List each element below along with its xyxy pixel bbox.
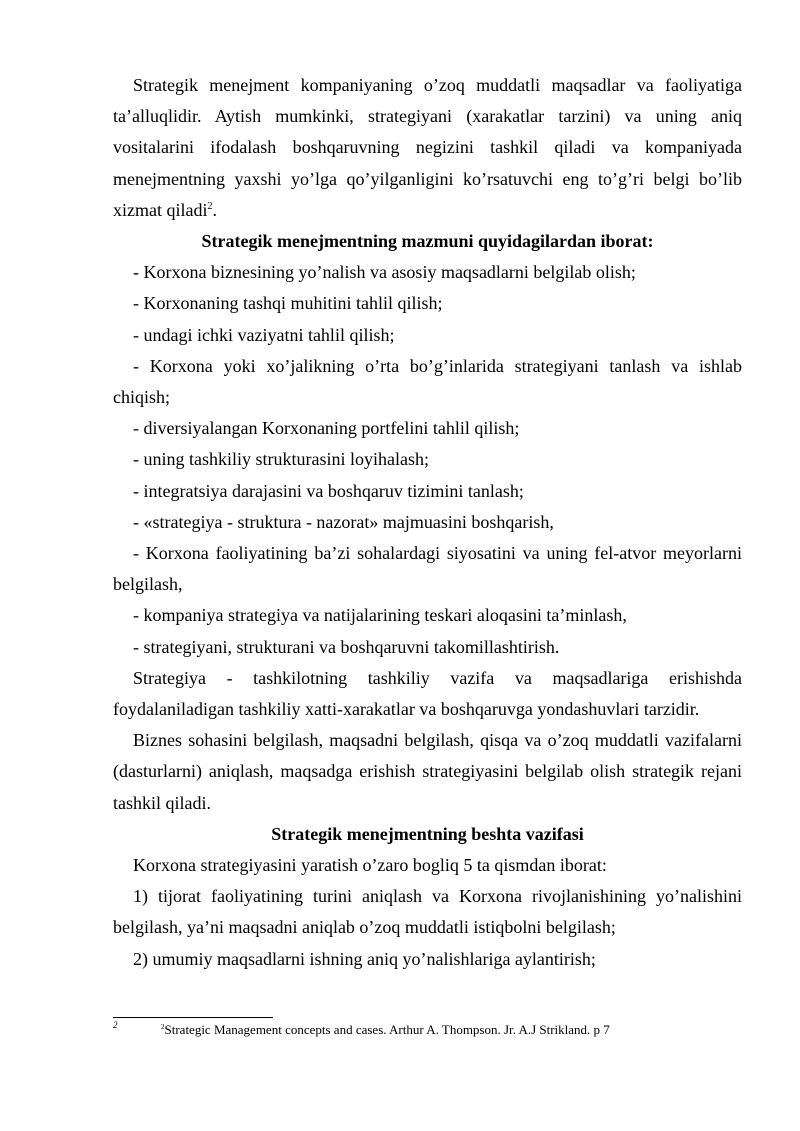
footnote-marker: 2: [161, 1023, 165, 1031]
footnote-reference[interactable]: 2: [207, 200, 213, 212]
list-item: - uning tashkiliy strukturasini loyihalash;: [133, 449, 429, 470]
list-item: - undagi ichki vaziyatni tahlil qilish;: [133, 324, 395, 345]
list-item: 1) tijorat faoliyatining turini aniqlash va Korxona rivojlanishining yo’nalishini belgilash, ya’ni maqsadni aniqlab o’zoq muddatli istiqbolni belgilash;: [113, 886, 742, 938]
list-item: - Korxona biznesining yo’nalish va asosiy maqsadlarni belgilab olish;: [133, 262, 636, 283]
list-item: - diversiyalangan Korxonaning portfelini tahlil qilish;: [133, 418, 520, 439]
paragraph-intro-end: .: [212, 199, 217, 220]
list-item: - Korxona yoki xo’jalikning o’rta bo’g’inlarida strategiyani tanlash va ishlab chiqish;: [113, 355, 742, 408]
list-item: - «strategiya - struktura - nazorat» majmuasini boshqarish,: [133, 511, 554, 532]
paragraph-intro-text: Strategik menejment kompaniyaning o’zoq muddatli maqsadlar va faoliyatiga ta’alluqlidir. Aytish mumkinki, strategiyani (xarakatlar tarzini) va uning aniq vositalarini ifodalash boshqaruvning negizini tashkil qiladi va kompaniyada menejmentning yaxshi yo’lga qo’yilganligini ko’rsatuvchi eng to’g’ri belgi bo’lib xizmat qiladi: [113, 75, 742, 220]
document-body: [113, 70, 742, 975]
list-item: - Korxona faoliyatining ba’zi sohalardagi siyosatini va uning fel-atvor meyorlarni belgilash,: [113, 543, 742, 595]
list-item: 2) umumiy maqsadlarni ishning aniq yo’nalishlariga aylantirish;: [133, 948, 596, 969]
paragraph-strategy-definition: Strategiya - tashkilotning tashkiliy vazifa va maqsadlariga erishishda foydalaniladigan tashkiliy xatti-xarakatlar va boshqaruvga yondashuvlari tarzidir.: [113, 667, 742, 720]
footnote-number: 2: [113, 1020, 118, 1030]
list-item: - kompaniya strategiya va natijalarining teskari aloqasini ta’minlash,: [133, 605, 627, 626]
paragraph-tasks-intro: Korxona strategiyasini yaratish o’zaro bogliq 5 ta qismdan iborat:: [133, 855, 607, 876]
footnote-divider: [113, 1017, 273, 1018]
paragraph-strategic-plan: Biznes sohasini belgilash, maqsadni belgilash, qisqa va o’zoq muddatli vazifalarni (dasturlarni) aniqlash, maqsadga erishish strategiyasini belgilab olish strategik rejani tashkil qiladi.: [113, 730, 742, 813]
footnote-text: [161, 1022, 610, 1038]
paragraph-intro: [113, 70, 742, 226]
list-item: - integratsiya darajasini va boshqaruv tizimini tanlash;: [133, 480, 524, 501]
footnote-citation: Strategic Management concepts and cases. Arthur A. Thompson. Jr. A.J Strikland. p 7: [164, 1022, 610, 1037]
section-heading-content: Strategik menejmentning mazmuni quyidagilardan iborat:: [201, 231, 654, 252]
section-heading-tasks: Strategik menejmentning beshta vazifasi: [271, 823, 584, 844]
list-item: - Korxonaning tashqi muhitini tahlil qilish;: [133, 293, 443, 314]
list-item: - strategiyani, strukturani va boshqaruvni takomillashtirish.: [133, 636, 560, 657]
